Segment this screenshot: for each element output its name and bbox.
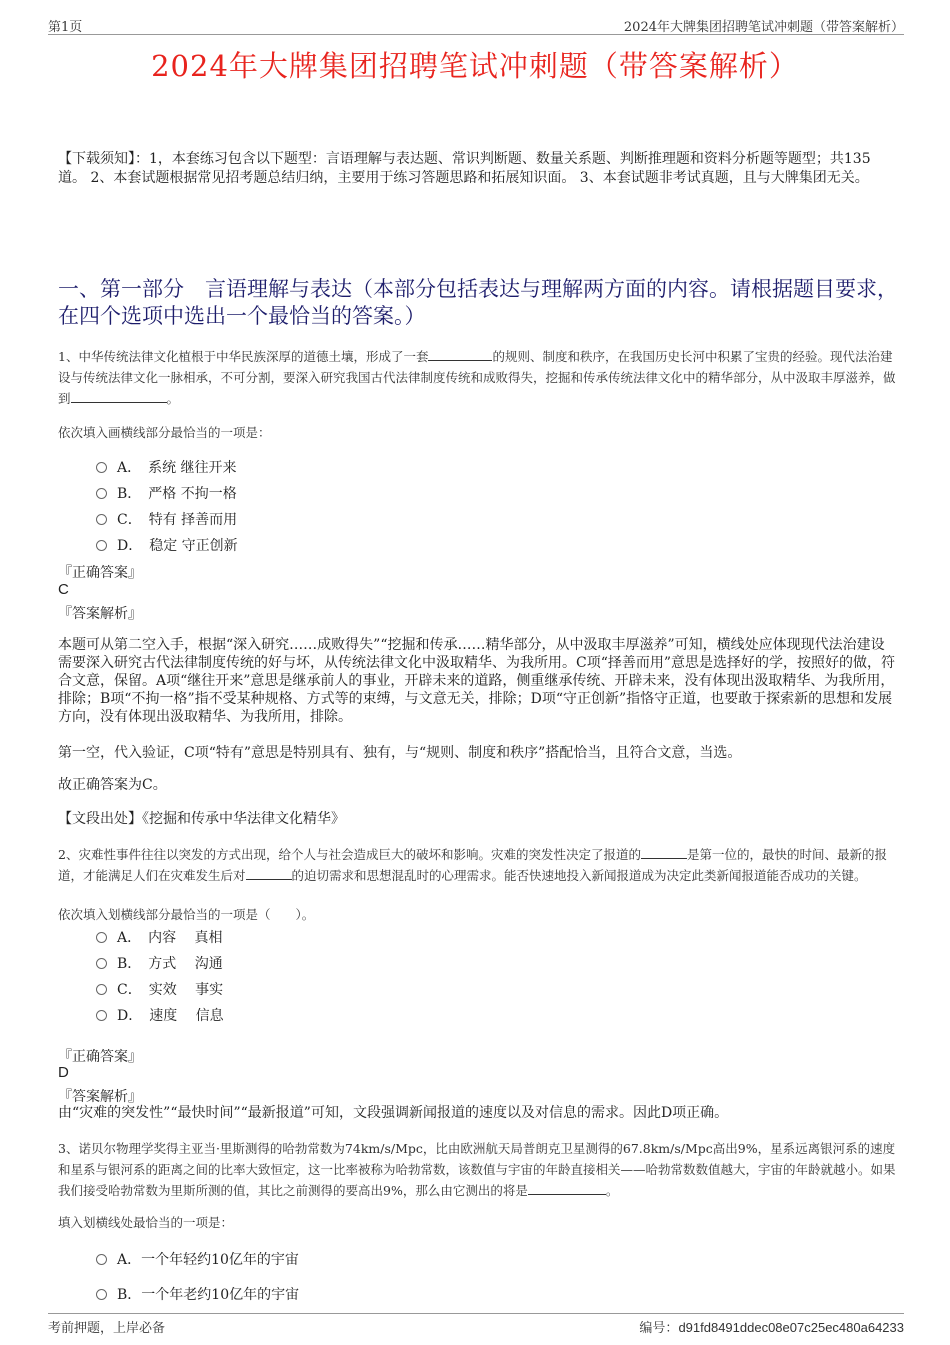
question-1-source: 【文段出处】《挖掘和传承中华法律文化精华》 [58,811,345,827]
blank-line [641,845,687,859]
question-1-text: 1、中华传统法律文化植根于中华民族深厚的道德土壤，形成了一套 的规则、制度和秩序，在我国历史长河中积累了宝贵的经验。现代法治建设与传统法律文化一脉相承，不可分割，要深入研究我国古代法律制度传统和成败得失，挖掘和传承传统法律文化中的精华部分，从中汲取丰厚滋养，做到 。 [58,349,896,406]
footer-code: 编号：d91fd8491ddec08e07c25ec480a64233 [639,1320,904,1336]
correct-answer-value: C [58,581,69,598]
question-2-analysis: 由“灾难的突发性”“最快时间”“最新报道”可知，文段强调新闻报道的速度以及对信息的需求。因此D项正确。 [58,1105,729,1121]
blank-line [246,866,292,880]
header-doc-title: 2024年大牌集团招聘笔试冲刺题（带答案解析） [623,20,904,35]
page-number: 第1页 [48,20,83,35]
correct-answer-label: 『正确答案』 [58,565,142,581]
question-1-analysis: 本题可从第二空入手，根据“深入研究……成败得失”“挖掘和传承……精华部分，从中汲取丰厚滋养”可知，横线处应体现现代法治建设需要深入研究古代法律制度传统的好与坏，从传统法律文化中汲取精华、为我所用。C项“择善而用”意思是选择好的学，按照好的做，符合文意，保留。A项“继往开来”意思是继承前人的事业，开辟未来的道路，侧重继承传统、开辟未来，没有体现出汲取精华、为我所用，排除；B项“不拘一格”指不受某种规格、方式等的束缚，与文意无关，排除；D项“守正创新”指恪守正道，也要敢于探索新的思想和发展方向，没有体现出汲取精华、为我所用，排除。 [58,637,896,725]
question-2-option-a[interactable]: A． 内容 真相 [96,927,223,947]
radio-icon[interactable] [96,462,107,473]
question-3-option-b[interactable]: B．一个年老约10亿年的宇宙 [96,1284,299,1304]
correct-answer-label: 『正确答案』 [58,1049,142,1065]
question-2-option-c[interactable]: C． 实效 事实 [96,979,223,999]
analysis-label: 『答案解析』 [58,606,142,622]
question-1-option-a[interactable]: A． 系统 继往开来 [96,457,237,477]
page-footer [48,1313,904,1336]
radio-icon[interactable] [96,1289,107,1300]
blank-line [528,1181,606,1195]
radio-icon[interactable] [96,1254,107,1265]
question-3-text: 3、诺贝尔物理学奖得主亚当·里斯测得的哈勃常数为74km/s/Mpc，比由欧洲航天局普朗克卫星测得的67.8km/s/Mpc高出9%，星系远离银河系的速度和星系与银河系的距离之间的比率大致恒定，这一比率被称为哈勃常数，该数值与宇宙的年龄直接相关——哈勃常数数值越大，宇宙的年龄就越小。如果我们接受哈勃常数为里斯所测的值，其比之前测得的要高出9%，那么由它测出的将是 。 [58,1141,896,1198]
radio-icon[interactable] [96,488,107,499]
question-2-option-d[interactable]: D． 速度 信息 [96,1005,224,1025]
question-3-prompt: 填入划横线处最恰当的一项是： [58,1215,234,1230]
page-title: 2024年大牌集团招聘笔试冲刺题（带答案解析） [151,49,799,83]
question-3-option-a[interactable]: A．一个年轻约10亿年的宇宙 [96,1249,299,1269]
question-2-option-b[interactable]: B． 方式 沟通 [96,953,223,973]
question-2-prompt: 依次填入划横线部分最恰当的一项是（ ）。 [58,907,315,922]
question-2-text: 2、灾难性事件往往以突发的方式出现，给个人与社会造成巨大的破坏和影响。灾难的突发性决定了报道的 是第一位的，最快的时间、最新的报道，才能满足人们在灾难发生后对 的迫切需求和思想混乱时的心理需求。能否快速地投入新闻报道成为决定此类新闻报道能否成功的关键。 [58,847,887,883]
footer-slogan: 考前押题，上岸必备 [48,1321,166,1336]
radio-icon[interactable] [96,932,107,943]
radio-icon[interactable] [96,514,107,525]
question-1-prompt: 依次填入画横线部分最恰当的一项是： [58,425,271,440]
analysis-label: 『答案解析』 [58,1089,142,1105]
question-1-analysis-2: 第一空，代入验证，C项“特有”意思是特别具有、独有，与“规则、制度和秩序”搭配恰当，且符合文意，当选。 [58,745,742,761]
question-1-conclusion: 故正确答案为C。 [58,777,167,793]
radio-icon[interactable] [96,958,107,969]
question-1-option-d[interactable]: D． 稳定 守正创新 [96,535,238,555]
question-1-option-c[interactable]: C． 特有 择善而用 [96,509,237,529]
download-notice: 【下载须知】：1，本套练习包含以下题型：言语理解与表达题、常识判断题、数量关系题、判断推理题和资料分析题等题型；共135道。 2、本套试题根据常见招考题总结归纳，主要用于练习答题思路和拓展知识面。 3、本套试题非考试真题，且与大牌集团无关。 [58,151,871,186]
blank-line [428,347,492,361]
radio-icon[interactable] [96,540,107,551]
radio-icon[interactable] [96,1010,107,1021]
page-header [48,14,904,35]
section-title: 一、第一部分 言语理解与表达（本部分包括表达与理解两方面的内容。请根据题目要求，在四个选项中选出一个最恰当的答案。） [58,277,898,328]
radio-icon[interactable] [96,984,107,995]
correct-answer-value: D [58,1064,69,1081]
question-1-option-b[interactable]: B． 严格 不拘一格 [96,483,237,503]
blank-line [71,389,167,403]
